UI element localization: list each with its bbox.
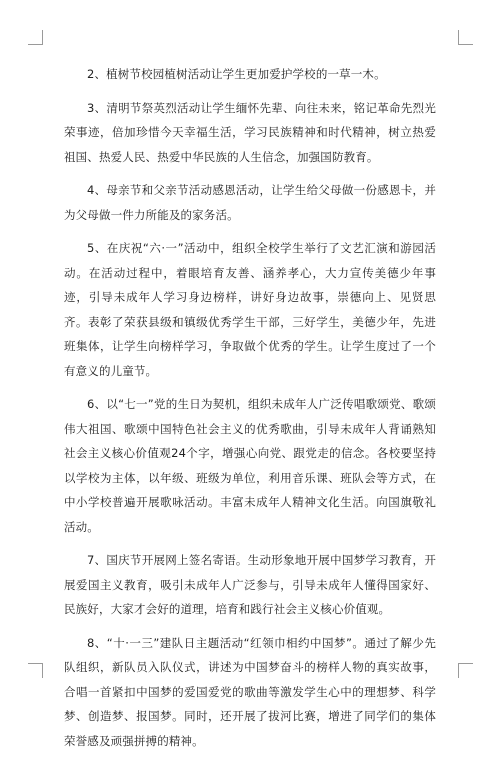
paragraph-item-5: 5、在庆祝“六·一”活动中，组织全校学生举行了文艺汇演和游园活动。在活动过程中，着眼培育友善、涵养孝心，大力宣传美德少年事迹，引导未成年人学习身边榜样，讲好身边故事，崇德向上、见贤思齐。表彰了荣获县级和镇级优秀学生干部，三好学生，美德少年，先进班集体，让学生向榜样学习，争取做个优秀的学生。让学生度过了一个有意义的儿童节。 — [64, 241, 436, 378]
paragraph-item-4: 4、母亲节和父亲节活动感恩活动，让学生给父母做一份感恩卡，并为父母做一件力所能及的家务活。 — [64, 183, 436, 222]
paragraph-item-6: 6、以“七一”党的生日为契机，组织未成年人广泛传唱歌颂党、歌颂伟大祖国、歌颂中国特色社会主义的优秀歌曲，引导未成年人背诵熟知社会主义核心价值观24个字，增强心向党、跟党走的信念。各校要坚持以学校为主体，以年级、班级为单位，利用音乐课、班队会等方式，在中小学校普遍开展歌咏活动。丰富未成年人精神文化生活。向国旗敬礼活动。 — [64, 397, 436, 534]
paragraph-item-8: 8、“十·一三”建队日主题活动“红领巾相约中国梦”。通过了解少先队组织，新队员入队仪式，讲述为中国梦奋斗的榜样人物的真实故事，合唱一首紧扣中国梦的爱国爱党的歌曲等激发学生心中的理想梦、科学梦、创造梦、报国梦。同时，还开展了拔河比赛，增进了同学们的集体荣誉感及顽强拼搏的精神。 — [64, 635, 436, 748]
paragraph-item-3: 3、清明节祭英烈活动让学生缅怀先辈、向往未来，铭记革命先烈光荣事迹，倍加珍惜今天幸福生活，学习民族精神和时代精神，树立热爱祖国、热爱人民、热爱中华民族的人生信念，加强国防教育。 — [64, 100, 436, 164]
crop-mark-bottom-right — [458, 663, 473, 678]
paragraph-item-7: 7、国庆节开展网上签名寄语。生动形象地开展中国梦学习教育，开展爱国主义教育，吸引未成年人广泛参与，引导未成年人懂得国家好、民族好，大家才会好的道理，培育和践行社会主义核心价值观。 — [64, 553, 436, 616]
paragraph-item-2: 2、植树节校园植树活动让学生更加爱护学校的一草一木。 — [87, 67, 386, 81]
crop-mark-top-right — [458, 30, 473, 45]
crop-mark-bottom-left — [28, 663, 43, 678]
crop-mark-top-left — [28, 30, 43, 45]
document-body — [64, 62, 436, 762]
